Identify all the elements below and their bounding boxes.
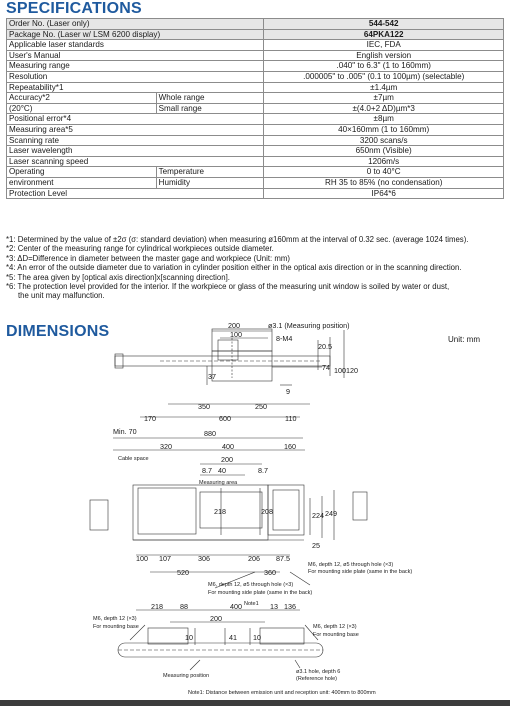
footnote: *5: The area given by [optical axis direction]x[scanning direction]. xyxy=(6,272,230,282)
dim-label: 10 xyxy=(253,633,261,642)
spec-label: Scanning rate xyxy=(7,135,264,146)
spec-value: 40×160mm (1 to 160mm) xyxy=(264,124,504,135)
spec-label: Order No. (Laser only) xyxy=(7,19,264,30)
dim-label: 9 xyxy=(286,387,290,396)
dim-label: 218 xyxy=(151,602,163,611)
spec-label: Positional error*4 xyxy=(7,114,264,125)
specifications-title: SPECIFICATIONS xyxy=(6,0,142,17)
dim-note: For mounting side plate (same in the back) xyxy=(208,590,313,596)
dimensions-title: DIMENSIONS xyxy=(6,323,110,340)
front-emitter-window xyxy=(200,492,262,528)
spec-value: ±(4.0+2 ΔD)µm*3 xyxy=(264,103,504,114)
spec-value: 1206m/s xyxy=(264,156,504,167)
dim-label: 41 xyxy=(229,633,237,642)
dim-note: M6, depth 12 (×3) xyxy=(313,624,357,630)
dim-label: 400 xyxy=(230,602,242,611)
bottom-left-base xyxy=(148,628,188,644)
spec-label: Laser wavelength xyxy=(7,146,264,157)
spec-sublabel: Humidity xyxy=(156,177,264,188)
spec-label: User's Manual xyxy=(7,50,264,61)
dim-label: 13 xyxy=(270,602,278,611)
dim-label: 37 xyxy=(208,372,216,381)
dim-label: 249 xyxy=(325,509,337,518)
spec-value: 3200 scans/s xyxy=(264,135,504,146)
spec-value: 650nm (Visible) xyxy=(264,146,504,157)
spec-value: IP64*6 xyxy=(264,188,504,199)
dim-label: 8.7 xyxy=(258,466,268,475)
dim-label: 206 xyxy=(248,554,260,563)
dim-label: 120 xyxy=(346,366,358,375)
footnote: *3: ΔD=Difference in diameter between the master gage and workpiece (Unit: mm) xyxy=(6,253,290,263)
top-view xyxy=(115,329,344,417)
dim-note: ø3.1 hole, depth 6 xyxy=(296,669,341,675)
dim-label: 74 xyxy=(322,363,330,372)
dim-label: 224 xyxy=(312,511,324,520)
dim-label: 40 xyxy=(218,466,226,475)
footnote: *2: Center of the measuring range for cylindrical workpieces outside diameter. xyxy=(6,244,274,254)
dim-label: 880 xyxy=(204,429,216,438)
spec-label: environment xyxy=(7,177,157,188)
spec-label: Measuring area*5 xyxy=(7,124,264,135)
dim-label: 136 xyxy=(284,602,296,611)
spec-label: Laser scanning speed xyxy=(7,156,264,167)
dim-label: 100 xyxy=(334,366,346,375)
dim-note: M6, depth 12 (×3) xyxy=(93,616,137,622)
spec-sublabel: Temperature xyxy=(156,167,264,178)
dim-label: Min. 70 xyxy=(113,427,137,436)
spec-value: RH 35 to 85% (no condensation) xyxy=(264,177,504,188)
dim-label: 350 xyxy=(198,402,210,411)
dim-label: 170 xyxy=(144,414,156,423)
dim-label: Cable space xyxy=(118,456,149,462)
spec-label: (20°C) xyxy=(7,103,157,114)
dim-label: 110 xyxy=(285,414,297,423)
dim-note: For mounting base xyxy=(313,632,359,638)
spec-label: Repeatability*1 xyxy=(7,82,264,93)
dim-label: 160 xyxy=(284,442,296,451)
bottom-right-base xyxy=(260,628,304,644)
spec-sublabel: Small range xyxy=(156,103,264,114)
dim-label: 320 xyxy=(160,442,172,451)
dim-label: 8.7 xyxy=(202,466,212,475)
spec-value: IEC, FDA xyxy=(264,40,504,51)
spec-value: ±7µm xyxy=(264,93,504,104)
dim-label: 208 xyxy=(261,507,273,516)
dim-label: 100 xyxy=(136,554,148,563)
spec-sublabel: Whole range xyxy=(156,93,264,104)
dim-note: For mounting base xyxy=(93,624,139,630)
spec-value: 0 to 40°C xyxy=(264,167,504,178)
footnote: the unit may malfunction. xyxy=(18,291,105,301)
dim-label: 600 xyxy=(219,414,231,423)
spec-label: Measuring range xyxy=(7,61,264,72)
bottom-toolbar-strip xyxy=(0,700,510,706)
dim-label: 306 xyxy=(198,554,210,563)
dim-footnote: Note1: Distance between emission unit and reception unit: 400mm to 800mm xyxy=(188,690,376,696)
dim-label: 218 xyxy=(214,507,226,516)
dim-label: 200 xyxy=(210,614,222,623)
footnote: *1: Determined by the value of ±2σ (σ: standard deviation) when measuring ø160mm at the interval of 0.32 sec. (average 1024 times). xyxy=(6,235,469,244)
spec-label: Accuracy*2 xyxy=(7,93,157,104)
front-emitter-panel xyxy=(138,488,196,534)
dim-label: Measuring area xyxy=(199,480,238,486)
dim-label: 100 xyxy=(230,330,242,339)
spec-value: ±1.4µm xyxy=(264,82,504,93)
dim-label: 8-M4 xyxy=(276,334,293,343)
spec-value: .000005" to .005" (0.1 to 100µm) (selectable) xyxy=(264,71,504,82)
spec-label: Package No. (Laser w/ LSM 6200 display) xyxy=(7,29,264,40)
dim-note: (Reference hole) xyxy=(296,676,337,682)
front-receiver-window xyxy=(273,490,299,530)
dim-label: 107 xyxy=(159,554,171,563)
dim-label: 87.5 xyxy=(276,554,290,563)
dim-label: 200 xyxy=(221,455,233,464)
unit-label: Unit: mm xyxy=(448,335,480,344)
spec-value: English version xyxy=(264,50,504,61)
dim-label: 520 xyxy=(177,568,189,577)
dim-label: 400 xyxy=(222,442,234,451)
spec-value: 64PKA122 xyxy=(264,29,504,40)
spec-value: 544-542 xyxy=(264,19,504,30)
dim-label: 20.5 xyxy=(318,342,332,351)
footnote: *6: The protection level provided for the interior. If the workpiece or glass of the measuring unit window is soiled by water or dust, xyxy=(6,282,450,292)
spec-label: Resolution xyxy=(7,71,264,82)
front-right-box xyxy=(353,492,367,520)
front-left-box xyxy=(90,500,108,530)
spec-value: ±8µm xyxy=(264,114,504,125)
dim-label: ø3.1 (Measuring position) xyxy=(268,321,350,330)
dim-label: 10 xyxy=(185,633,193,642)
spec-value: .040" to 6.3" (1 to 160mm) xyxy=(264,61,504,72)
dim-note: For mounting side plate (same in the back) xyxy=(308,569,413,575)
spec-label: Operating xyxy=(7,167,157,178)
dim-label: 25 xyxy=(312,541,320,550)
dim-label: 88 xyxy=(180,602,188,611)
top-window xyxy=(218,340,238,360)
dim-note: M6, depth 12, ø5 through hole (×3) xyxy=(208,582,294,588)
dim-note: Measuring position xyxy=(163,673,210,679)
spec-label: Applicable laser standards xyxy=(7,40,264,51)
footnote: *4: An error of the outside diameter due to variation in cylinder position either in the optical axis direction or in the scanning direction. xyxy=(6,263,462,273)
dim-note: M6, depth 12, ø5 through hole (×3) xyxy=(308,562,394,568)
dim-label: 200 xyxy=(228,321,240,330)
spec-label: Protection Level xyxy=(7,188,264,199)
dim-label: Note1 xyxy=(244,601,259,607)
front-emitter xyxy=(133,485,268,540)
dim-label: 250 xyxy=(255,402,267,411)
dim-label: 360 xyxy=(264,568,276,577)
front-receiver xyxy=(268,485,304,535)
